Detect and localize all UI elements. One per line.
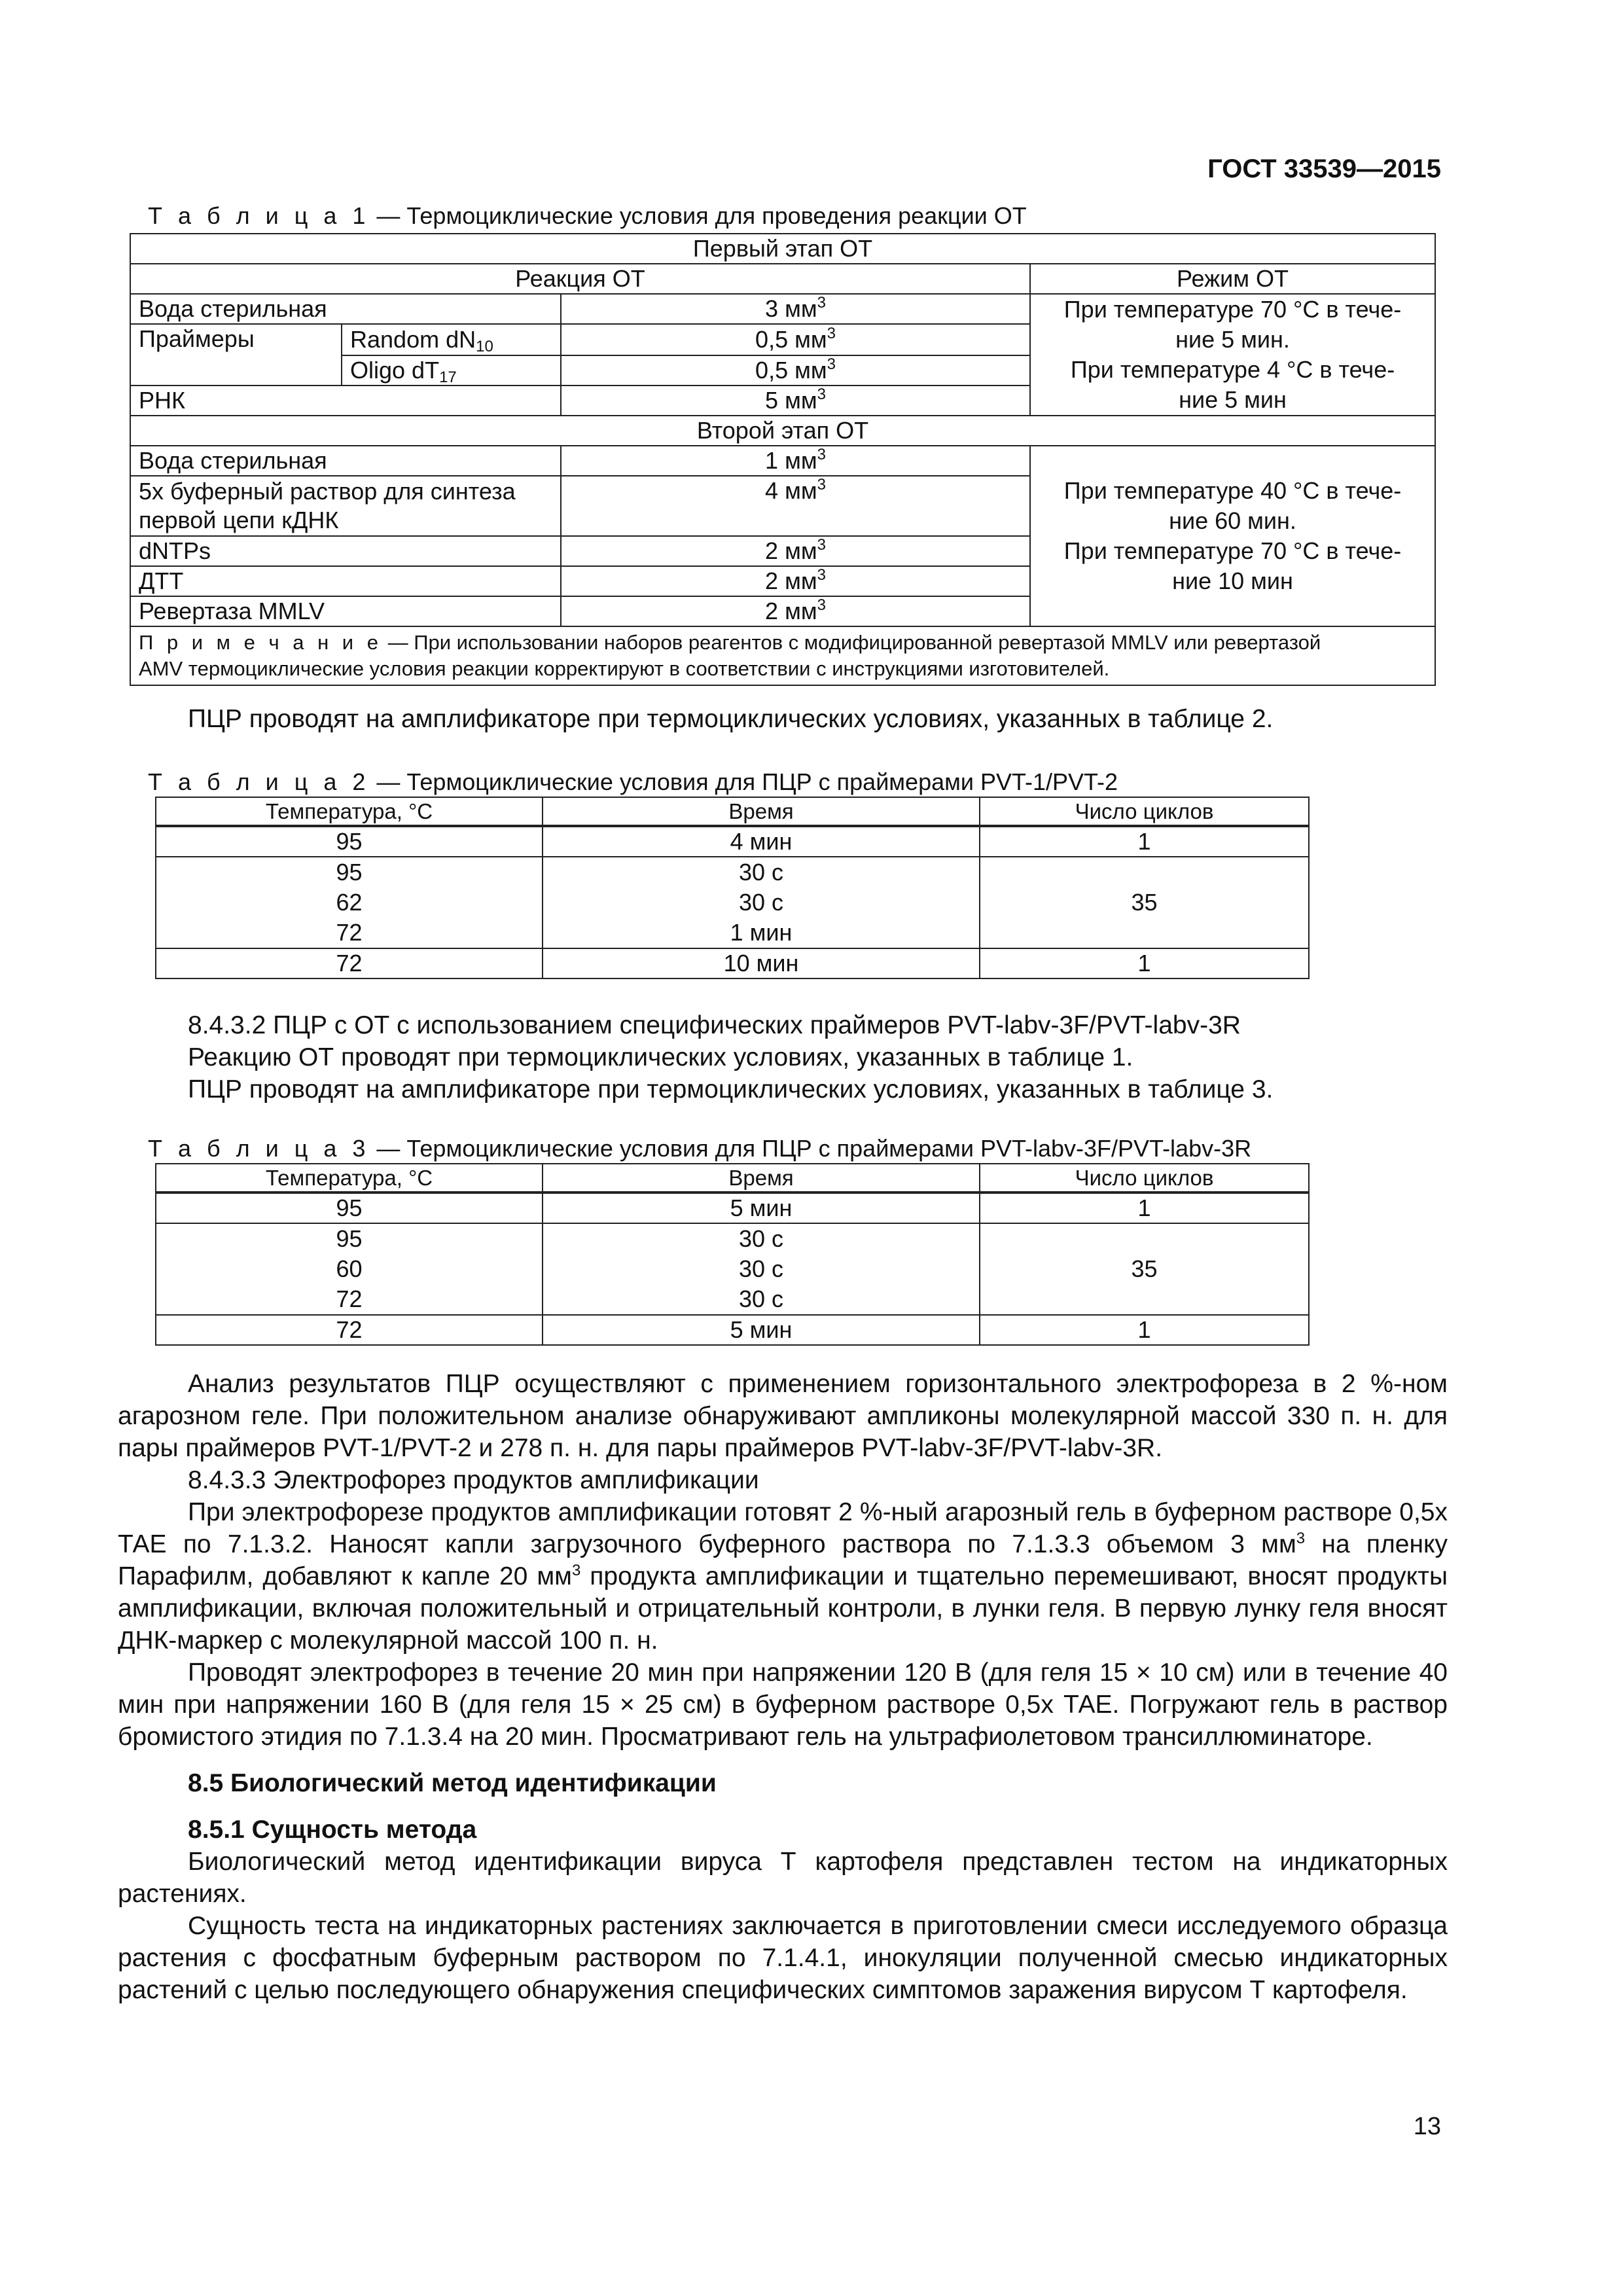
- table2-cell: 30 с 30 с 1 мин: [543, 857, 980, 948]
- table-row: [156, 797, 1309, 826]
- table1-revertase-vol: 2 $мм^3$: [561, 596, 1030, 626]
- table3-header-time: Время: [543, 1164, 980, 1193]
- body-text: [118, 1368, 1448, 2006]
- section-heading: 8.5.1 Сущность метода: [188, 1816, 477, 1844]
- table1-mode1: При температуре 70 °С в тече- ние 5 мин. При температуре 4 °С в тече- ние 5 мин: [1030, 294, 1435, 416]
- table1-dntps: dNTPs: [130, 536, 561, 566]
- table1-water2: Вода стерильная: [130, 446, 561, 476]
- paragraph-bio: Биологический метод идентификации вируса Т картофеля представлен тестом на индикаторных растениях.: [118, 1848, 1448, 1908]
- table-row: [156, 1193, 1309, 1223]
- table1-water: Вода стерильная: [130, 294, 561, 324]
- section-8-4-3-2: 8.4.3.2 ПЦР с ОТ с использованием специфических праймеров PVT-labv-3F/PVT-labv-3R Реакцию ОТ проводят при термоциклических условиях, указанных в таблице 1. ПЦР проводят на амплификаторе при термоциклических условиях, указанных в таблице 3.: [118, 1009, 1448, 1105]
- table3: [155, 1163, 1310, 1346]
- table2-cell: 35: [980, 857, 1309, 948]
- section-heading: 8.4.3.3 Электрофорез продуктов амплификации: [188, 1466, 759, 1494]
- table3-cell: 1: [980, 1315, 1309, 1345]
- table1-random: Random $dN_{10}$: [342, 324, 561, 355]
- table1-revertase: Ревертаза MMLV: [130, 596, 561, 626]
- table-row: [130, 294, 1435, 324]
- table-row: [130, 264, 1435, 294]
- table1-oligo-vol: 0,5 $мм^3$: [561, 355, 1030, 386]
- table1-mode2: При температуре 40 °С в тече- ние 60 мин. При температуре 70 °С в тече- ние 10 мин: [1030, 446, 1435, 626]
- page-number: 13: [1413, 2113, 1441, 2140]
- table3-header-temp: Температура, °С: [156, 1164, 543, 1193]
- table-row: [156, 1223, 1309, 1315]
- table1-water-vol: 3 $мм^3$: [561, 294, 1030, 324]
- table1-note: П р и м е ч а н и е — При использовании наборов реагентов с модифицированной ревертазой MMLV или ревертазой AMV термоциклические условия реакции корректируют в соответствии с инструкциями изготовителей.: [130, 626, 1435, 685]
- table3-cell: 5 мин: [543, 1315, 980, 1345]
- table-row: [156, 948, 1309, 978]
- table3-cell: 30 с 30 с 30 с: [543, 1223, 980, 1315]
- table2-cell: 95 62 72: [156, 857, 543, 948]
- table2: [155, 797, 1310, 979]
- paragraph-gel: При электрофорезе продуктов амплификации готовят 2 %-ный агарозный гель в буферном растворе 0,5х ТАЕ по 7.1.3.2. Наносят капли загрузочного буферного раствора по 7.1.3.3 объемом 3 $мм^3$ на пленку Парафилм, добавляют к капле 20 $мм^3$ продукта амплификации и тщательно перемешивают, вносят продукты амплификации, включая положительный и отрицательный контроли, в лунки геля. В первую лунку геля вносят ДНК-маркер с молекулярной массой 100 п. н.: [118, 1498, 1448, 1655]
- table1-col-mode: Режим ОТ: [1030, 264, 1435, 294]
- table1-buffer-vol: 4 $мм^3$: [561, 476, 1030, 536]
- section-heading: 8.4.3.2 ПЦР с ОТ с использованием специфических праймеров PVT-labv-3F/PVT-labv-3R: [188, 1011, 1241, 1039]
- table2-cell: 10 мин: [543, 948, 980, 978]
- table-row: [130, 416, 1435, 446]
- table1-col-reaction: Реакция ОТ: [130, 264, 1030, 294]
- table1-buffer: 5х буферный раствор для синтеза первой цепи кДНК: [130, 476, 561, 536]
- table1-dtt-vol: 2 $мм^3$: [561, 566, 1030, 596]
- paragraph-essence: Сущность теста на индикаторных растениях заключается в приготовлении смеси исследуемого образца растения с фосфатным буферным раствором по 7.1.4.1, инокуляции полученной смесью индикаторных растений с целью последующего обнаружения специфических симптомов заражения вирусом Т картофеля.: [118, 1912, 1448, 2004]
- section-heading: 8.5 Биологический метод идентификации: [188, 1769, 717, 1797]
- table1-title: Т а б л и ц а 1 — Термоциклические условия для проведения реакции ОТ: [148, 202, 1027, 229]
- table3-cell: 72: [156, 1315, 543, 1345]
- table3-cell: 95 60 72: [156, 1223, 543, 1315]
- standard-number: ГОСТ 33539—2015: [1207, 154, 1441, 183]
- table1-dntps-vol: 2 $мм^3$: [561, 536, 1030, 566]
- table2-cell: 95: [156, 826, 543, 857]
- table1-random-vol: 0,5 $мм^3$: [561, 324, 1030, 355]
- table-row: [156, 826, 1309, 857]
- table2-cell: 4 мин: [543, 826, 980, 857]
- table1-stage1: Первый этап ОТ: [130, 234, 1435, 264]
- table3-cell: 95: [156, 1193, 543, 1223]
- table-row: [130, 446, 1435, 476]
- table1: [130, 233, 1436, 686]
- table3-header-cycles: Число циклов: [980, 1164, 1309, 1193]
- table1-stage2: Второй этап ОТ: [130, 416, 1435, 446]
- table1-oligo: Oligo $dT_{17}$: [342, 355, 561, 386]
- table1-rna: РНК: [130, 386, 561, 416]
- table-row: [130, 626, 1435, 685]
- paragraph-pcr-table2: ПЦР проводят на амплификаторе при термоциклических условиях, указанных в таблице 2.: [188, 705, 1274, 733]
- table1-dtt: ДТТ: [130, 566, 561, 596]
- paragraph-analysis: Анализ результатов ПЦР осуществляют с применением горизонтального электрофореза в 2 %-ном агарозном геле. При положительном анализе обнаруживают ампликоны молекулярной массой 330 п. н. для пары праймеров PVT-1/PVT-2 и 278 п. н. для пары праймеров PVT-labv-3F/PVT-labv-3R.: [118, 1370, 1448, 1462]
- table2-cell: 1: [980, 826, 1309, 857]
- table3-cell: 35: [980, 1223, 1309, 1315]
- table3-cell: 1: [980, 1193, 1309, 1223]
- table-row: [156, 1164, 1309, 1193]
- table1-water2-vol: 1 $мм^3$: [561, 446, 1030, 476]
- table2-cell: 1: [980, 948, 1309, 978]
- table-row: [156, 857, 1309, 948]
- table2-header-time: Время: [543, 797, 980, 826]
- table3-title: Т а б л и ц а 3 — Термоциклические условия для ПЦР с праймерами PVT-labv-3F/PVT-labv-3R: [148, 1135, 1252, 1162]
- table1-rna-vol: 5 $мм^3$: [561, 386, 1030, 416]
- table2-title: Т а б л и ц а 2 — Термоциклические условия для ПЦР с праймерами PVT-1/PVT-2: [148, 768, 1118, 795]
- table3-cell: 5 мин: [543, 1193, 980, 1223]
- table-row: [156, 1315, 1309, 1345]
- table2-header-temp: Температура, °С: [156, 797, 543, 826]
- table-row: [130, 234, 1435, 264]
- paragraph-electrophoresis: Проводят электрофорез в течение 20 мин при напряжении 120 В (для геля 15 × 10 см) или в течение 40 мин при напряжении 160 В (для геля 15 × 25 см) в буферном растворе 0,5х ТАЕ. Погружают гель в раствор бромистого этидия по 7.1.3.4 на 20 мин. Просматривают гель на ультрафиолетовом трансиллюминаторе.: [118, 1659, 1448, 1751]
- table2-header-cycles: Число циклов: [980, 797, 1309, 826]
- table2-cell: 72: [156, 948, 543, 978]
- table1-primers: Праймеры: [130, 324, 342, 386]
